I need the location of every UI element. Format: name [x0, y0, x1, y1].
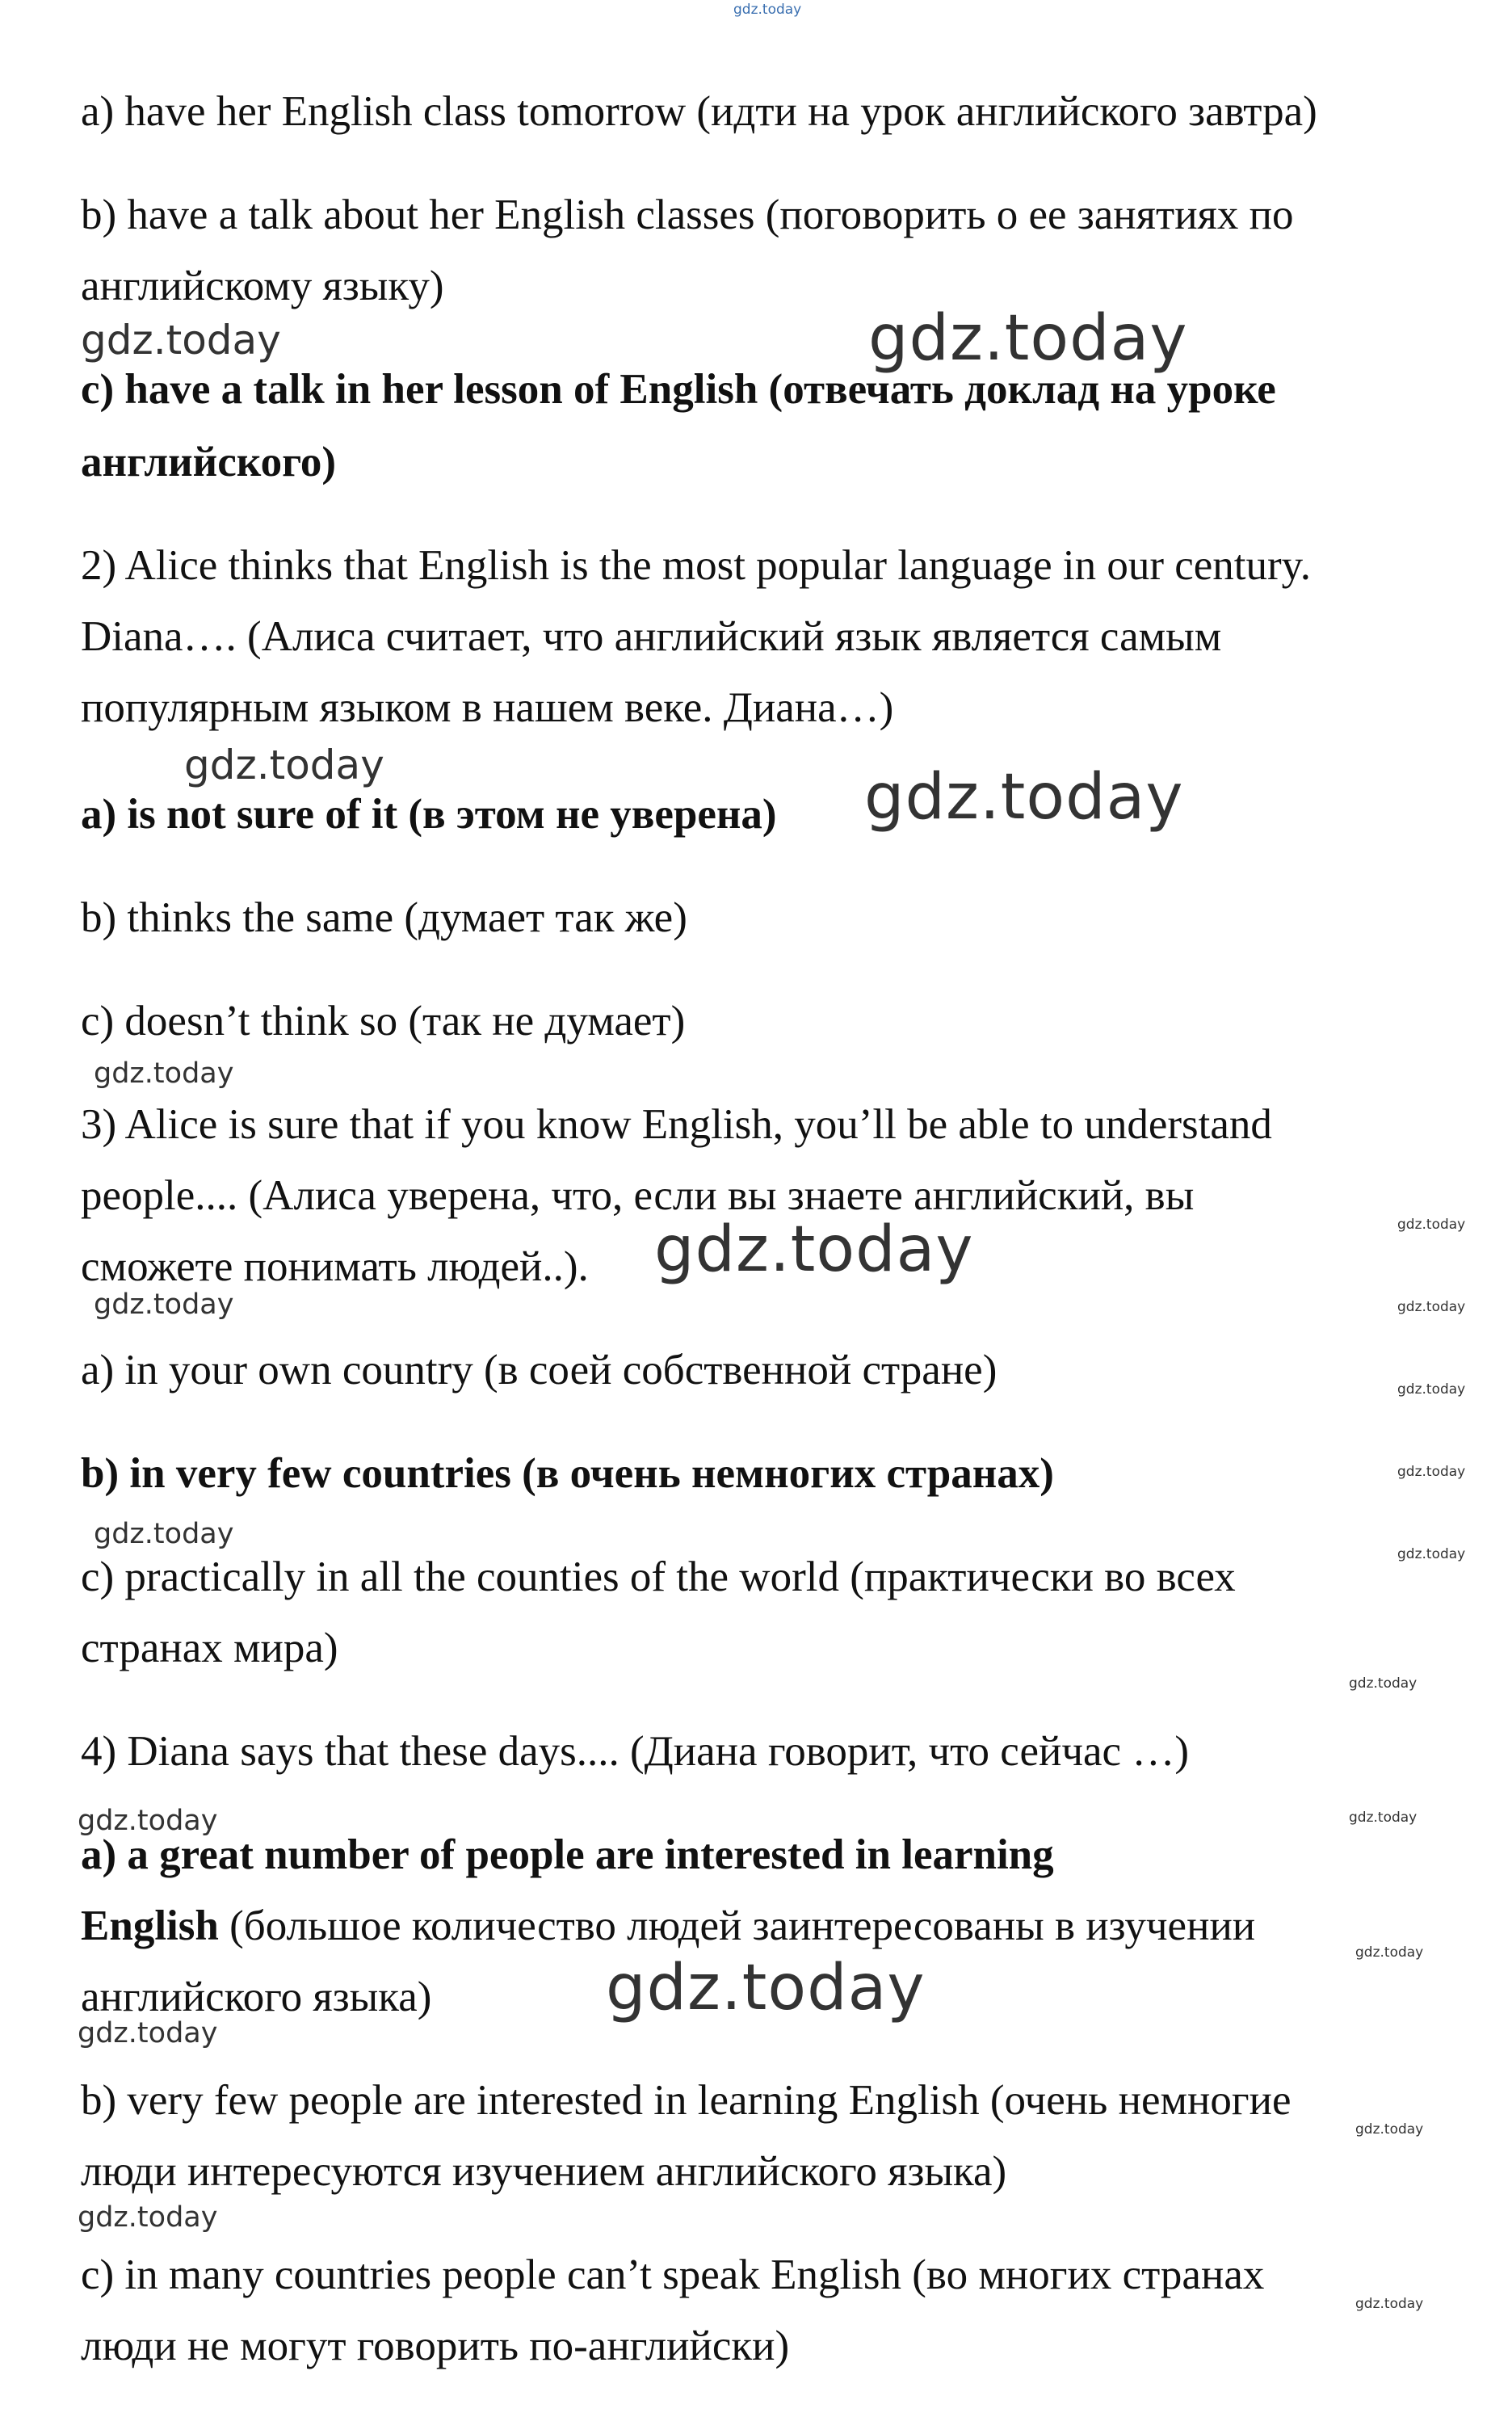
option-1a: a) have her English class tomorrow (идти на урок английского завтра): [81, 88, 1317, 135]
watermark: gdz.today: [94, 1518, 234, 1550]
watermark: gdz.today: [1349, 1675, 1418, 1692]
watermark: gdz.today: [81, 317, 281, 364]
option-1c-line1: c) have a talk in her lesson of English (отвечать доклад на уроке: [81, 366, 1276, 413]
watermark: gdz.today: [78, 1805, 218, 1837]
option-1c-line2: английского): [81, 439, 336, 486]
question-2-line2: Diana…. (Алиса считает, что английский язык является самым: [81, 613, 1222, 660]
watermark: gdz.today: [1397, 1299, 1466, 1315]
watermark: gdz.today: [184, 742, 384, 788]
option-2c: c) doesn’t think so (так не думает): [81, 998, 686, 1045]
option-4c-line2: люди не могут говорить по-английски): [81, 2323, 790, 2369]
watermark: gdz.today: [606, 1952, 926, 2024]
watermark: gdz.today: [654, 1213, 974, 1286]
option-1b-line2: английскому языку): [81, 263, 444, 309]
watermark: gdz.today: [868, 302, 1188, 375]
watermark: gdz.today: [864, 761, 1184, 834]
question-2-line1: 2) Alice thinks that English is the most popular language in our century.: [81, 542, 1311, 589]
option-4b-line2: люди интересуются изучением английского языка): [81, 2148, 1007, 2195]
option-4b-line1: b) very few people are interested in learning English (очень немногие: [81, 2077, 1292, 2124]
option-3a: a) in your own country (в соей собственной стране): [81, 1347, 998, 1394]
watermark: gdz.today: [94, 1288, 234, 1321]
watermark: gdz.today: [78, 2201, 218, 2234]
option-2b: b) thinks the same (думает так же): [81, 894, 687, 941]
watermark: gdz.today: [1397, 1464, 1466, 1480]
watermark: gdz.today: [1355, 2121, 1424, 2138]
watermark: gdz.today: [733, 2, 802, 18]
question-3-line2: people.... (Алиса уверена, что, если вы знаете английский, вы: [81, 1172, 1195, 1219]
option-4a-line1: a) a great number of people are interested in learning: [81, 1831, 1054, 1878]
watermark: gdz.today: [1355, 2296, 1424, 2312]
option-4c-line1: c) in many countries people can’t speak English (во многих странах: [81, 2251, 1265, 2298]
question-3-line1: 3) Alice is sure that if you know English, you’ll be able to understand: [81, 1101, 1272, 1148]
watermark: gdz.today: [78, 2017, 218, 2049]
option-1b-line1: b) have a talk about her English classes (поговорить о ее занятиях по: [81, 191, 1294, 238]
question-4: 4) Diana says that these days.... (Диана говорит, что сейчас …): [81, 1728, 1189, 1775]
watermark: gdz.today: [1397, 1217, 1466, 1233]
option-3b: b) in very few countries (в очень немногих странах): [81, 1450, 1054, 1497]
option-3c-line1: c) practically in all the counties of the world (практически во всех: [81, 1553, 1236, 1600]
option-3c-line2: странах мира): [81, 1625, 338, 1671]
option-4a-line2: [81, 1902, 1256, 1949]
watermark: gdz.today: [1349, 1810, 1418, 1826]
question-3-line3: сможете понимать людей..).: [81, 1243, 589, 1290]
option-2a: a) is not sure of it (в этом не уверена): [81, 791, 777, 838]
option-4a-bold-word: English: [81, 1902, 219, 1949]
question-2-line3: популярным языком в нашем веке. Диана…): [81, 684, 894, 731]
option-4a-translation: (большое количество людей заинтересованы в изучении: [229, 1902, 1256, 1949]
watermark: gdz.today: [94, 1057, 234, 1090]
watermark: gdz.today: [1397, 1381, 1466, 1398]
option-4a-line3: английского языка): [81, 1974, 432, 2020]
watermark: gdz.today: [1355, 1944, 1424, 1961]
watermark: gdz.today: [1397, 1546, 1466, 1562]
